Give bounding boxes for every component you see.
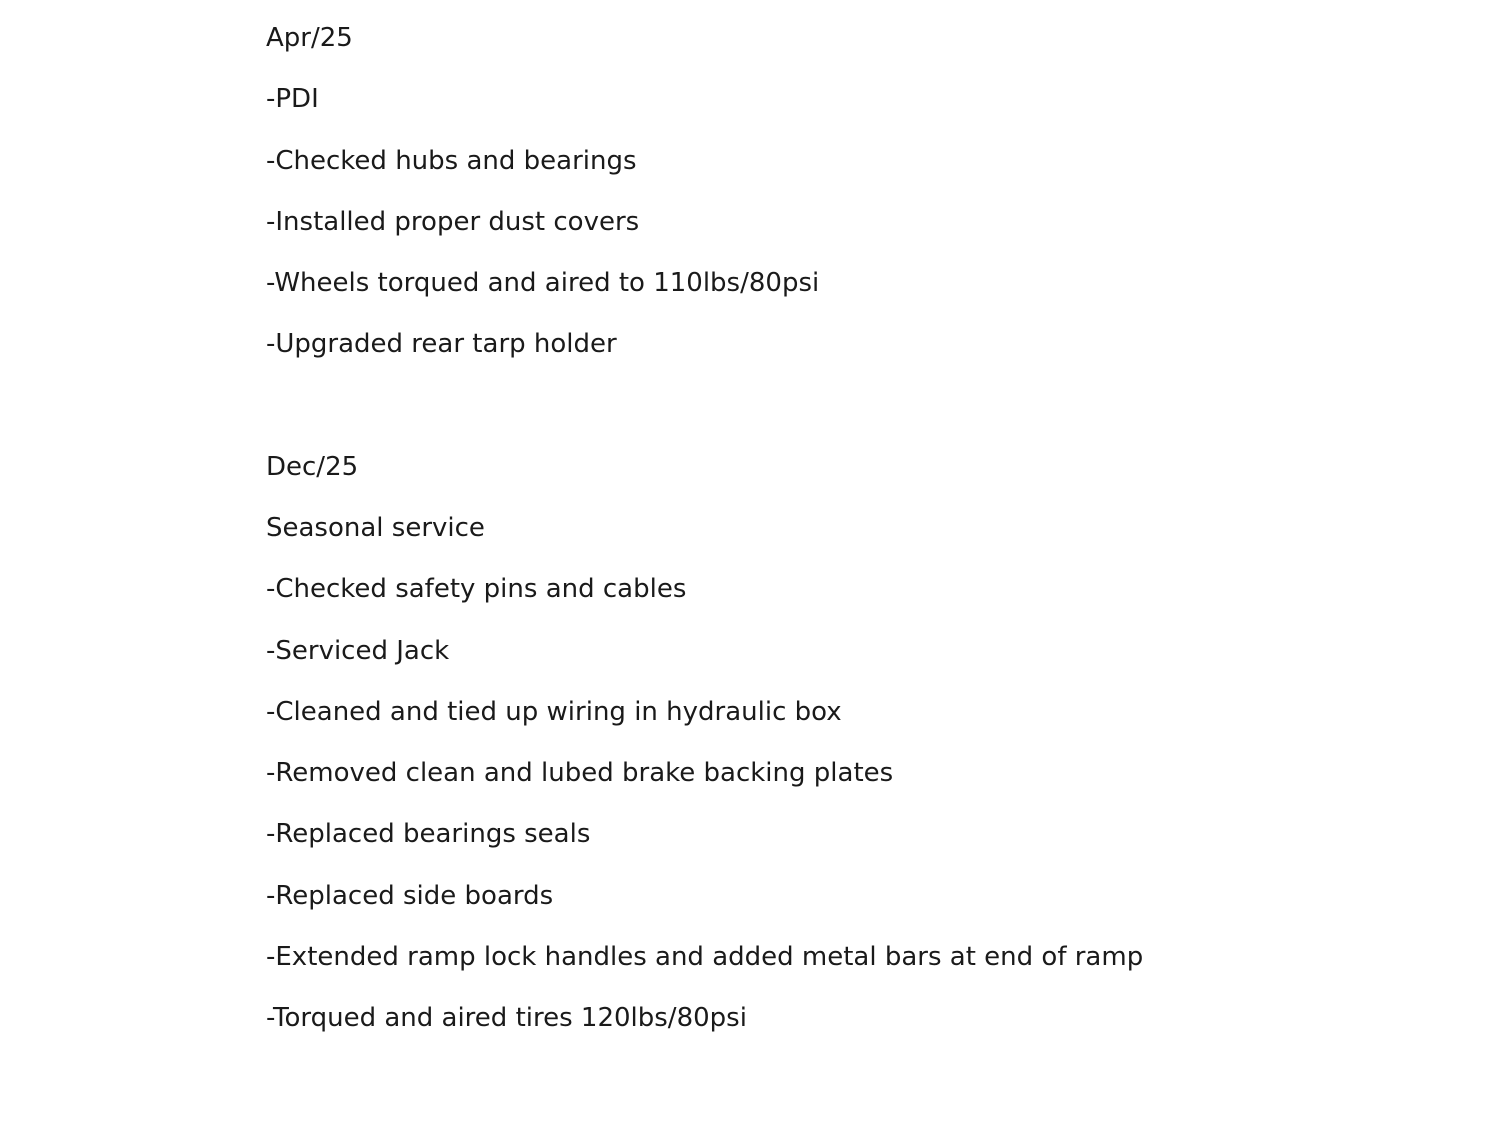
list-item: -Checked hubs and bearings bbox=[266, 145, 637, 176]
list-item: -Replaced side boards bbox=[266, 880, 554, 911]
document-body bbox=[266, 16, 1446, 1057]
entry-dec-25 bbox=[266, 445, 1446, 1058]
entry-date: Apr/25 bbox=[266, 23, 353, 53]
entry-apr-25 bbox=[266, 16, 1446, 384]
list-item: Seasonal service bbox=[266, 513, 485, 543]
list-item: -Torqued and aired tires 120lbs/80psi bbox=[266, 1003, 747, 1033]
list-item: -Upgraded rear tarp holder bbox=[266, 329, 617, 360]
entry-date: Dec/25 bbox=[266, 451, 359, 482]
list-item: -Serviced Jack bbox=[266, 635, 450, 666]
list-item: -PDI bbox=[266, 84, 319, 115]
list-item: -Cleaned and tied up wiring in hydraulic box bbox=[266, 696, 842, 727]
list-item: -Wheels torqued and aired to 110lbs/80psi bbox=[266, 268, 820, 298]
list-item: -Removed clean and lubed brake backing plates bbox=[266, 758, 894, 788]
list-item: -Checked safety pins and cables bbox=[266, 574, 687, 605]
list-item: -Extended ramp lock handles and added metal bars at end of ramp bbox=[266, 941, 1144, 972]
list-item: -Replaced bearings seals bbox=[266, 819, 591, 850]
list-item: -Installed proper dust covers bbox=[266, 206, 640, 237]
blank-line bbox=[266, 384, 1446, 445]
